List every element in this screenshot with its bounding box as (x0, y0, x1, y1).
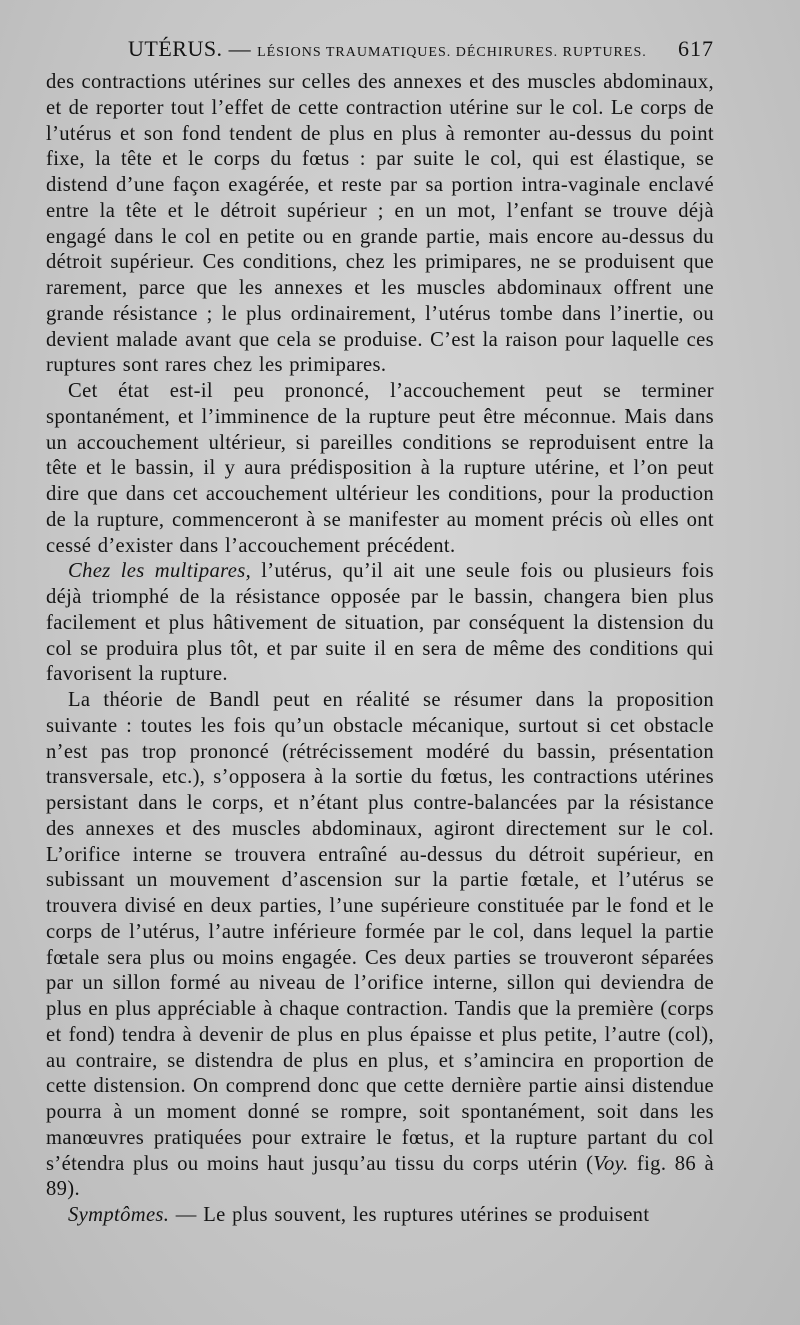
body-text (46, 70, 714, 1229)
paragraph-5 (46, 1203, 714, 1229)
paragraph-3 (46, 559, 714, 688)
running-title (128, 36, 647, 62)
paragraph-4 (46, 688, 714, 1203)
figure-reference: fig. 86 à 89). (46, 1152, 714, 1201)
paragraph-1: des contractions utérines sur celles des annexes et des muscles abdominaux, et de reporter tout l’effet de cette contraction utérine sur le col. Le corps de l’utérus et son fond tendent de plus en plus à remonter au-dessus du point fixe, la tête et le corps du fœtus : par suite le col, qui est élastique, se distend d’une façon exagérée, et reste par sa portion intra-vaginale enclavé entre la tête et le détroit supérieur ; en un mot, l’enfant se trouve déjà engagé dans le col en petite ou en grande partie, mais encore au-dessus du détroit supérieur. Ces conditions, chez les primipares, ne se produisent que rarement, parce que les annexes et les muscles abdominaux offrent une grande résistance ; le plus ordinairement, l’utérus tombe dans l’inertie, ou devient malade avant que cela se produise. C’est la raison pour laquelle ces ruptures sont rares chez les primipares. (46, 71, 714, 377)
running-header (50, 36, 714, 66)
paragraph-2: Cet état est-il peu prononcé, l’accouchement peut se terminer spontanément, et l’imminence de la rupture peut être méconnue. Mais dans un accouchement ultérieur, si pareilles conditions se reproduisent entre la tête et le bassin, il y aura prédisposition à la rupture utérine, et l’on peut dire que dans cet accouchement ultérieur les conditions, pour la production de la rupture, commenceront à se manifester au moment précis où elles ont cessé d’exister dans l’accouchement précédent. (46, 380, 714, 557)
paragraph-3-text: l’utérus, qu’il ait une seule fois ou plusieurs fois déjà triomphé de la résistance opposée par le bassin, changera bien plus facilement et plus hâtivement de situation, par conséquent la distension du col se produira plus tôt, et par suite il en sera de même des conditions qui favorisent la rupture. (46, 560, 714, 686)
paragraph-5-text: — Le plus souvent, les ruptures utérines se produisent (169, 1204, 650, 1226)
symptomes-heading: Symptômes. (68, 1204, 170, 1226)
paragraph-4-text: La théorie de Bandl peut en réalité se résumer dans la proposition suivante : toutes les fois qu’un obstacle mécanique, surtout si cet obstacle n’est pas trop prononcé (rétrécissement modéré du bassin, présentation transversale, etc.), s’opposera à la sortie du fœtus, les contractions utérines persistant dans le corps, et n’étant plus contre-balancées par la résistance des annexes et des muscles abdominaux, agiront directement sur le col. L’orifice interne se trouvera entraîné au-dessus du détroit supérieur, en subissant un mouvement d’ascension sur la partie fœtale, et l’utérus se trouvera divisé en deux parties, l’une supérieure constituée par le fond et le corps de l’utérus, l’autre inférieure formée par le col, dans lequel la partie fœtale sera plus ou moins engagée. Ces deux parties se trouveront séparées par un sillon formé au niveau de l’orifice interne, sillon qui deviendra de plus en plus appréciable à chaque contraction. Tandis que la première (corps et fond) tendra à devenir de plus en plus épaisse et plus petite, l’autre (col), au contraire, se distendra de plus en plus, et s’amincira en proportion de cette distension. On comprend donc que cette dernière partie ainsi distendue pourra à un moment donné se rompre, soit spontanément, soit dans les manœuvres pratiquées pour extraire le fœtus, et la rupture partant du col s’étendra plus ou moins haut jusqu’au tissu du corps utérin ( (46, 689, 714, 1175)
running-title-dash: — (228, 36, 252, 61)
running-title-main: UTÉRUS. (128, 36, 223, 61)
multipares-heading: Chez les multipares, (68, 560, 252, 583)
figure-reference-voy: Voy. (593, 1152, 629, 1175)
running-title-rest: LÉSIONS TRAUMATIQUES. DÉCHIRURES. RUPTURES. (257, 45, 647, 60)
page-number: 617 (678, 36, 714, 61)
